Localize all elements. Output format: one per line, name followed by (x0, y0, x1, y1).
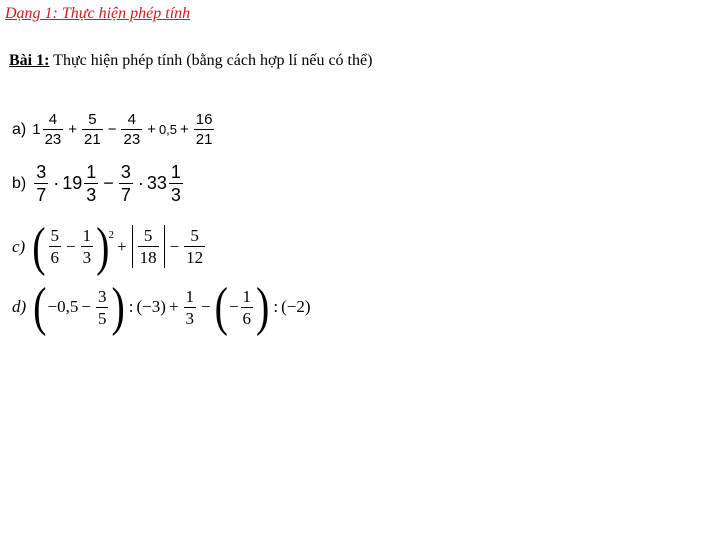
operator: − (81, 297, 91, 316)
exercise-instruction (9, 52, 372, 70)
exercise-label: Bài 1: (9, 52, 50, 69)
operator: − (103, 173, 114, 193)
operator: − (169, 236, 180, 256)
decimal-term: 0,5 (158, 122, 178, 137)
fraction: $\frac{3}{7}$ (120, 162, 131, 205)
topic-heading: Dạng 1: Thực hiện phép tính (5, 5, 191, 22)
exponent: 2 (108, 229, 114, 241)
fraction: $\frac{4}{23}$ (44, 111, 62, 148)
fraction: $\frac{5}{12}$ (186, 226, 204, 267)
problem-c-label: c) (12, 236, 26, 256)
operator: − (66, 236, 76, 256)
paren-group: ( −3 ) (136, 297, 166, 316)
operator: − (201, 297, 211, 316)
fraction: $\frac{1}{3}$ (82, 226, 92, 267)
fraction: $\frac{3}{5}$ (97, 286, 107, 328)
problem-c (12, 215, 207, 277)
left-paren: ( (32, 215, 46, 277)
fraction: $\frac{4}{23}$ (123, 111, 141, 148)
problem-a-label: a) (12, 120, 27, 138)
absolute-value (132, 225, 165, 268)
operator: + (116, 236, 127, 256)
fraction: $\frac{1}{6}$ (242, 286, 252, 328)
problem-b-label: b) (12, 174, 27, 192)
fraction: $\frac{16}{21}$ (195, 111, 213, 148)
negative-sign: − (228, 297, 239, 316)
problem-a (12, 112, 216, 147)
divide-colon: : (273, 297, 279, 316)
fraction: $\frac{1}{3}$ (86, 162, 97, 205)
multiply-dot: · (137, 173, 144, 193)
operator: + (180, 121, 189, 138)
paren-group: ( −2 ) (281, 297, 311, 316)
right-paren: ) (111, 275, 125, 337)
problem-d-label: d) (12, 297, 27, 316)
mixed-whole: 33 (146, 173, 167, 193)
multiply-dot: · (53, 173, 60, 193)
operator: + (168, 297, 179, 316)
right-paren: ) (256, 275, 270, 337)
left-paren: ( (214, 275, 228, 337)
fraction: $\frac{3}{7}$ (36, 162, 47, 205)
fraction: $\frac{5}{6}$ (50, 226, 60, 267)
fraction: $\frac{1}{3}$ (185, 286, 195, 328)
mixed-whole: 19 (62, 173, 83, 193)
fraction: $\frac{5}{18}$ (139, 226, 157, 267)
problem-b (12, 163, 185, 204)
exercise-text: Thực hiện phép tính (bằng cách hợp lí nếu có thể) (49, 52, 373, 69)
decimal-term: −0,5 (47, 297, 79, 316)
left-paren: ( (33, 275, 47, 337)
problem-d (12, 275, 311, 337)
fraction: $\frac{1}{3}$ (170, 162, 181, 205)
operator: − (107, 121, 117, 138)
term-whole: 1 (32, 121, 41, 138)
fraction: $\frac{5}{21}$ (84, 111, 101, 148)
right-paren: ) (96, 215, 110, 277)
divide-colon: : (128, 297, 134, 316)
operator: + (147, 121, 156, 138)
operator: + (68, 121, 78, 138)
